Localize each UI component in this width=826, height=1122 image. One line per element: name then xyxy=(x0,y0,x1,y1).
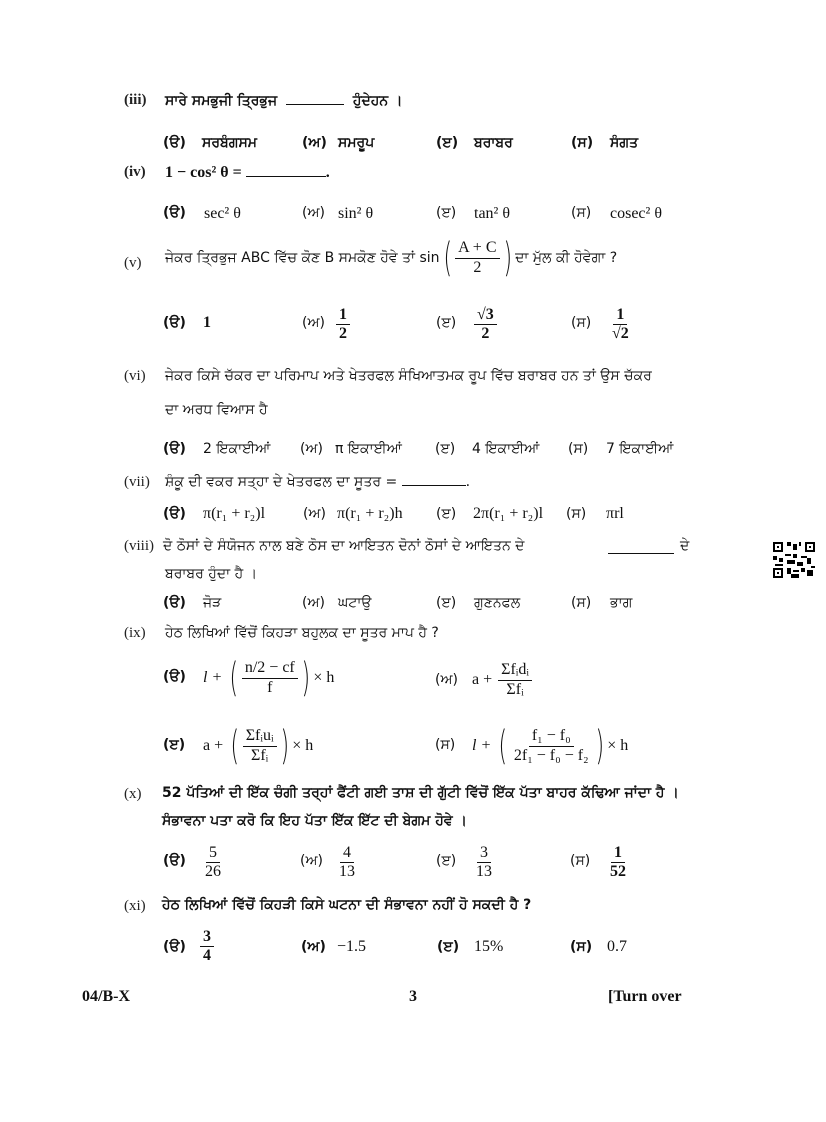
option-label: (ੲ) xyxy=(436,506,457,522)
fraction-numerator: √3 xyxy=(474,306,497,325)
question-text-part: ਹੁੰਦੇਹਨ । xyxy=(352,93,403,109)
option-value: ਗੁਣਨਫਲ xyxy=(474,595,521,611)
option-value: 2π(r₁ + r₂)l xyxy=(473,505,544,522)
option-value: ਸਮਰੂਪ xyxy=(338,135,375,151)
option-label: (ੳ) xyxy=(163,315,186,331)
fraction-numerator: 3 xyxy=(477,844,491,863)
option-value: 7 ਇਕਾਈਆਂ xyxy=(606,441,674,457)
fraction xyxy=(498,661,532,699)
option-value: sec² θ xyxy=(204,205,241,222)
turn-over-label: [Turn over xyxy=(608,988,682,1005)
fraction xyxy=(243,727,277,765)
option-label: (ੲ) xyxy=(436,595,457,611)
option-formula xyxy=(472,720,628,772)
answer-blank xyxy=(286,104,344,105)
option-fraction xyxy=(336,306,350,344)
question-text-part: ਜੇਕਰ ਤ੍ਰਿਭੁਜ ABC ਵਿੱਚ ਕੋਣ B ਸਮਕੋਣ ਹੋਵੇ ਤਾਂ sin xyxy=(165,250,440,266)
question-text: 1 − cos² θ = . xyxy=(165,164,330,181)
formula-prefix: l + xyxy=(472,737,492,754)
option-value: 4 ਇਕਾਈਆਂ xyxy=(472,441,540,457)
option-label: (ਸ) xyxy=(570,939,593,955)
option-fraction xyxy=(202,844,224,882)
option-label: (ੳ) xyxy=(163,441,186,457)
answer-blank xyxy=(246,176,326,177)
option-label: (ਅ) xyxy=(302,205,325,221)
fraction-denominator: 2 xyxy=(481,325,490,343)
question-text: ਹੇਠ ਲਿਖਿਆਂ ਵਿੱਚੋਂ ਕਿਹੜੀ ਕਿਸੇ ਘਟਨਾ ਦੀ ਸੰਭਾਵਨਾ ਨਹੀਂ ਹੋ ਸਕਦੀ ਹੈ ? xyxy=(162,897,532,913)
option-label: (ੳ) xyxy=(163,939,186,955)
option-value: πrl xyxy=(606,505,624,522)
option-value: ਸੰਗਤ xyxy=(610,135,639,151)
option-fraction xyxy=(609,306,632,344)
fraction xyxy=(242,659,298,697)
option-fraction xyxy=(336,844,358,882)
option-label: (ੳ) xyxy=(163,506,186,522)
option-label: (ੲ) xyxy=(436,135,459,151)
question-number: (vi) xyxy=(124,368,146,384)
fraction-denominator: Σfᵢ xyxy=(251,746,269,764)
fraction-denominator: 13 xyxy=(339,863,355,881)
fraction-denominator: 2 xyxy=(473,258,482,276)
option-label: (ੳ) xyxy=(163,595,186,611)
option-value: ਸਰਬੰਗਸਮ xyxy=(202,135,258,151)
question-number: (viii) xyxy=(124,538,154,554)
question-text-part: ਦੇ xyxy=(680,538,690,554)
option-formula xyxy=(203,720,313,772)
right-paren: ) xyxy=(301,655,310,701)
option-label: (ੳ) xyxy=(163,135,186,151)
right-paren: ) xyxy=(280,723,289,769)
option-value: cosec² θ xyxy=(610,205,662,222)
question-text-line: 52 ਪੱਤਿਆਂ ਦੀ ਇੱਕ ਚੰਗੀ ਤਰ੍ਹਾਂ ਫੈਂਟੀ ਗਈ ਤਾਸ਼ ਦੀ ਗੁੱਟੀ ਵਿੱਚੋਂ ਇੱਕ ਪੱਤਾ ਬਾਹਰ ਕੱਢਿਆ ਜਾਂਦਾ ਹੈ । xyxy=(162,785,679,801)
fraction-numerator: n/2 − cf xyxy=(242,659,298,678)
fraction-denominator: Σfᵢ xyxy=(506,680,524,698)
option-label: (ੳ) xyxy=(163,669,186,685)
qr-code-icon xyxy=(773,542,815,578)
question-text: ਹੇਠ ਲਿਖਿਆਂ ਵਿੱਚੋਂ ਕਿਹੜਾ ਬਹੁਲਕ ਦਾ ਸੂਤਰ ਮਾਪ ਹੈ ? xyxy=(165,625,439,641)
question-text xyxy=(165,236,617,280)
option-value: −1.5 xyxy=(337,938,367,955)
left-paren: ( xyxy=(443,235,452,281)
left-paren: ( xyxy=(498,723,508,769)
fraction-denominator: 4 xyxy=(203,947,211,965)
option-label: (ੲ) xyxy=(163,737,186,753)
question-text-line: ਬਰਾਬਰ ਹੁੰਦਾ ਹੈ । xyxy=(165,566,258,582)
option-label: (ੳ) xyxy=(163,205,186,221)
option-value: ਬਰਾਬਰ xyxy=(474,135,513,151)
option-label: (ੲ) xyxy=(435,441,456,457)
option-label: (ੲ) xyxy=(436,853,457,869)
option-label: (ੳ) xyxy=(163,853,186,869)
right-paren: ) xyxy=(595,723,604,769)
formula-prefix: a + xyxy=(472,671,493,688)
fraction-denominator: 2 xyxy=(339,325,347,343)
option-value: ਭਾਗ xyxy=(610,595,633,611)
option-value: ਘਟਾਉ xyxy=(338,595,372,611)
question-number: (vii) xyxy=(124,474,150,490)
option-value: tan² θ xyxy=(474,205,511,222)
question-number: (ix) xyxy=(124,625,146,641)
fraction-denominator: 13 xyxy=(476,863,492,881)
option-label: (ਸ) xyxy=(571,595,592,611)
formula-suffix: × h xyxy=(313,669,335,686)
fraction-denominator: √2 xyxy=(612,325,629,343)
option-value: 15% xyxy=(474,938,504,955)
option-fraction xyxy=(473,844,495,882)
question-number: (xi) xyxy=(124,898,146,914)
right-paren: ) xyxy=(503,235,512,281)
question-number: (iv) xyxy=(124,164,146,180)
question-text-line: ਦਾ ਅਰਧ ਵਿਆਸ ਹੈ xyxy=(165,402,268,418)
option-label: (ੲ) xyxy=(436,205,457,221)
option-label: (ਅ) xyxy=(302,315,325,331)
option-label: (ਸ) xyxy=(571,315,592,331)
option-fraction xyxy=(200,928,214,966)
fraction-numerator: 1 xyxy=(613,306,627,325)
option-value: π(r₁ + r₂)l xyxy=(203,505,266,522)
fraction-denominator: f xyxy=(267,678,273,696)
fraction-denominator: 52 xyxy=(610,863,626,881)
option-label: (ਸ) xyxy=(566,506,587,522)
option-value: 1 xyxy=(203,314,211,331)
option-label: (ਸ) xyxy=(571,205,592,221)
option-value: 0.7 xyxy=(607,938,627,955)
fraction-numerator: A + C xyxy=(455,239,499,258)
option-formula xyxy=(472,660,532,700)
option-value: ਜੋੜ xyxy=(203,595,222,611)
option-label: (ਸ) xyxy=(568,441,589,457)
option-label: (ਅ) xyxy=(303,506,326,522)
option-label: (ਸ) xyxy=(570,853,591,869)
question-text-line: ਦੋ ਠੋਸਾਂ ਦੇ ਸੰਯੋਜਨ ਨਾਲ ਬਣੇ ਠੋਸ ਦਾ ਆਇਤਨ ਦੋਨਾਂ ਠੋਸਾਂ ਦੇ ਆਇਤਨ ਦੇ xyxy=(163,538,525,554)
option-label: (ੲ) xyxy=(436,315,457,331)
fraction-numerator: 3 xyxy=(200,928,214,947)
left-paren: ( xyxy=(230,723,240,769)
option-fraction xyxy=(474,306,497,344)
option-label: (ਸ) xyxy=(571,135,594,151)
question-text-part: ਸ਼ੰਕੂ ਦੀ ਵਕਰ ਸਤ੍ਹਾ ਦੇ ਖੇਤਰਫਲ ਦਾ ਸੂਤਰ = xyxy=(165,474,398,490)
formula-prefix: a + xyxy=(203,737,224,754)
question-text-part: ਦਾ ਮੁੱਲ ਕੀ ਹੋਵੇਗਾ ? xyxy=(515,250,618,266)
answer-blank xyxy=(402,485,466,486)
question-text-part: 1 − cos² θ = xyxy=(165,164,242,181)
option-value: 2 ਇਕਾਈਆਂ xyxy=(203,441,271,457)
formula-suffix: × h xyxy=(292,737,314,754)
question-number: (x) xyxy=(124,786,142,802)
option-fraction xyxy=(607,844,629,882)
fraction-numerator: 4 xyxy=(340,844,354,863)
option-formula xyxy=(203,652,334,704)
fraction-numerator: 1 xyxy=(611,844,625,863)
question-text-line: ਸੰਭਾਵਨਾ ਪਤਾ ਕਰੋ ਕਿ ਇਹ ਪੱਤਾ ਇੱਕ ਇੱਟ ਦੀ ਬੇਗਮ ਹੋਵੇ । xyxy=(162,813,467,829)
fraction-numerator: 5 xyxy=(206,844,220,863)
option-label: (ਅ) xyxy=(302,595,325,611)
question-text-part: ਸਾਰੇ ਸਮਭੁਜੀ ਤ੍ਰਿਭੁਜ xyxy=(165,93,278,109)
fraction-numerator: Σfᵢdᵢ xyxy=(498,661,532,680)
page-number: 3 xyxy=(409,988,417,1005)
answer-blank xyxy=(608,553,674,554)
option-value: π ਇਕਾਈਆਂ xyxy=(335,441,402,457)
fraction-numerator: Σfᵢuᵢ xyxy=(243,727,277,746)
option-label: (ਅ) xyxy=(302,135,327,151)
option-value: sin² θ xyxy=(338,205,374,222)
option-label: (ੲ) xyxy=(437,939,460,955)
option-label: (ਅ) xyxy=(435,672,458,688)
option-label: (ਅ) xyxy=(300,441,323,457)
paper-code: 04/B-X xyxy=(82,988,130,1005)
fraction-denominator: 2f₁ − f₀ − f₂ xyxy=(513,746,589,764)
option-value: π(r₁ + r₂)h xyxy=(337,505,403,522)
fraction-numerator: f₁ − f₀ xyxy=(529,727,574,746)
formula-prefix: l + xyxy=(203,669,223,686)
fraction xyxy=(455,239,499,277)
question-text-line: ਜੇਕਰ ਕਿਸੇ ਚੱਕਰ ਦਾ ਪਰਿਮਾਪ ਅਤੇ ਖੇਤਰਫਲ ਸੰਖਿਆਤਮਕ ਰੂਪ ਵਿੱਚ ਬਰਾਬਰ ਹਨ ਤਾਂ ਉਸ ਚੱਕਰ xyxy=(165,368,652,384)
fraction-numerator: 1 xyxy=(336,306,350,325)
option-label: (ਅ) xyxy=(301,939,326,955)
fraction-denominator: 26 xyxy=(205,863,221,881)
fraction xyxy=(511,727,592,765)
left-paren: ( xyxy=(229,655,239,701)
question-number: (iii) xyxy=(124,92,147,108)
question-text xyxy=(165,93,402,109)
question-number: (v) xyxy=(124,255,142,271)
option-label: (ਸ) xyxy=(435,737,456,753)
formula-suffix: × h xyxy=(607,737,629,754)
question-text: ਸ਼ੰਕੂ ਦੀ ਵਕਰ ਸਤ੍ਹਾ ਦੇ ਖੇਤਰਫਲ ਦਾ ਸੂਤਰ = . xyxy=(165,474,471,490)
option-label: (ਅ) xyxy=(300,853,323,869)
